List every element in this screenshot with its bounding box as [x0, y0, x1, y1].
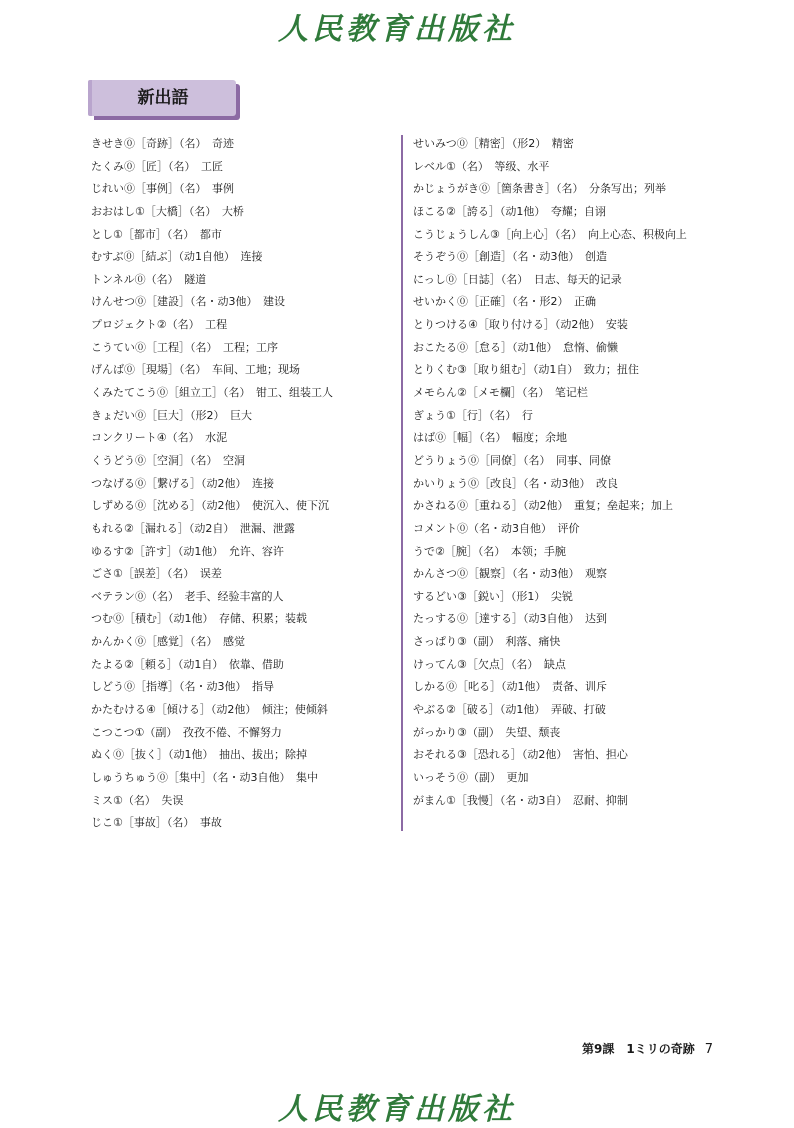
vocab-entry: レベル①（名） 等级、水平 — [413, 159, 550, 173]
publisher-logo-bottom: 人民教育出版社 — [278, 1092, 516, 1127]
vocab-entry: ほこる②［誇る］（动1他） 夸耀；自诩 — [413, 204, 606, 218]
vocab-entry: かんさつ⓪［観察］（名・动3他） 观察 — [413, 567, 607, 581]
vocab-entry: じこ①［事故］（名） 事故 — [91, 816, 222, 830]
vocab-entry: つむ⓪［積む］（动1他） 存储、积累；装载 — [91, 612, 307, 626]
vocab-entry: かさねる⓪［重ねる］（动2他） 重复；垒起来；加上 — [413, 499, 673, 513]
vocab-entry: ミス①（名） 失误 — [91, 793, 184, 807]
vocab-entry: しかる⓪［叱る］（动1他） 责备、训斥 — [413, 680, 607, 694]
vocab-list-right — [413, 133, 723, 812]
vocab-entry: かたむける④［傾ける］（动2他） 倾注；使倾斜 — [91, 703, 328, 717]
vocab-entry: さっぱり③（副） 利落、痛快 — [413, 635, 561, 649]
vocab-entry: かじょうがき⓪［箇条書き］（名） 分条写出；列举 — [413, 182, 666, 196]
vocab-entry: こうてい⓪［工程］（名） 工程；工序 — [91, 340, 278, 354]
vocab-entry: やぶる②［破る］（动1他） 弄破、打破 — [413, 703, 606, 717]
vocab-entry: ぬく⓪［抜く］（动1他） 抽出、拔出；除掉 — [91, 748, 307, 762]
vocab-entry: けってん③［欠点］（名） 缺点 — [413, 657, 566, 671]
vocab-entry: はば⓪［幅］（名） 幅度；余地 — [413, 431, 567, 445]
vocab-entry: がっかり③（副） 失望、颓丧 — [413, 725, 561, 739]
vocab-entry: うで②［腕］（名） 本领；手腕 — [413, 544, 566, 558]
vocab-entry: おおはし①［大橋］（名） 大桥 — [91, 204, 244, 218]
vocab-entry: とし①［都市］（名） 都市 — [91, 227, 222, 241]
vocab-entry: コメント⓪（名・动3自他） 评价 — [413, 521, 580, 535]
vocab-entry: もれる②［漏れる］（动2自） 泄漏、泄露 — [91, 521, 295, 535]
vocab-entry: トンネル⓪（名） 隧道 — [91, 272, 207, 286]
vocab-entry: おこたる⓪［怠る］（动1他） 怠惰、偷懒 — [413, 340, 618, 354]
vocab-entry: せいみつ⓪［精密］（形2） 精密 — [413, 137, 574, 150]
vocab-entry: こうじょうしん③［向上心］（名） 向上心态、积极向上 — [413, 227, 687, 241]
section-title: 新出語 — [90, 80, 236, 116]
vocab-entry: たくみ⓪［匠］（名） 工匠 — [91, 159, 223, 173]
vocab-entry: むすぶ⓪［結ぶ］（动1自他） 连接 — [91, 250, 263, 264]
vocab-entry: けんせつ⓪［建設］（名・动3他） 建设 — [91, 295, 285, 309]
vocab-entry: どうりょう⓪［同僚］（名） 同事、同僚 — [413, 453, 611, 467]
vocab-entry: プロジェクト②（名） 工程 — [91, 318, 228, 332]
vocab-list-left — [91, 133, 391, 835]
vocab-entry: コンクリート④（名） 水泥 — [91, 431, 228, 445]
vocab-entry: とりくむ③［取り組む］（动1自） 致力；扭住 — [413, 363, 639, 377]
vocab-entry: メモらん②［メモ欄］（名） 笔记栏 — [413, 386, 588, 400]
vocab-entry: しどう⓪［指導］（名・动3他） 指导 — [91, 680, 274, 694]
vocab-entry: かんかく⓪［感覚］（名） 感觉 — [91, 635, 245, 649]
vocab-entry: きょだい⓪［巨大］（形2） 巨大 — [91, 408, 252, 422]
publisher-logo-top: 人民教育出版社 — [278, 12, 516, 47]
vocab-entry: くみたてこう⓪［組立工］（名） 钳工、组装工人 — [91, 386, 333, 400]
vocab-entry: おそれる③［恐れる］（动2他） 害怕、担心 — [413, 748, 628, 762]
vocab-entry: たっする⓪［達する］（动3自他） 达到 — [413, 612, 607, 626]
vocab-entry: するどい③［鋭い］（形1） 尖锐 — [413, 589, 573, 603]
vocab-entry: とりつける④［取り付ける］（动2他） 安装 — [413, 318, 628, 332]
column-divider — [401, 135, 403, 831]
vocab-entry: たよる②［頼る］（动1自） 依靠、借助 — [91, 657, 284, 671]
vocab-entry: ごさ①［誤差］（名） 误差 — [91, 567, 222, 581]
vocab-entry: つなげる⓪［繋げる］（动2他） 连接 — [91, 476, 274, 490]
vocab-entry: そうぞう⓪［創造］（名・动3他） 创造 — [413, 250, 607, 264]
vocab-entry: くうどう⓪［空洞］（名） 空洞 — [91, 453, 245, 467]
page-number: 7 — [704, 1042, 713, 1057]
vocab-entry: ぎょう①［行］（名） 行 — [413, 408, 533, 422]
vocab-entry: にっし⓪［日誌］（名） 日志、每天的记录 — [413, 272, 622, 286]
vocab-entry: かいりょう⓪［改良］（名・动3他） 改良 — [413, 476, 618, 490]
vocab-entry: いっそう⓪（副） 更加 — [413, 770, 529, 784]
lesson-title: 第9課 1ミリの奇跡 — [582, 1042, 695, 1056]
vocab-entry: がまん①［我慢］（名・动3自） 忍耐、抑制 — [413, 793, 628, 807]
vocab-entry: しずめる⓪［沈める］（动2他） 使沉入、使下沉 — [91, 499, 329, 513]
vocab-entry: しゅうちゅう⓪［集中］（名・动3自他） 集中 — [91, 770, 318, 784]
vocab-entry: こつこつ①（副） 孜孜不倦、不懈努力 — [91, 725, 282, 739]
vocab-entry: ベテラン⓪（名） 老手、经验丰富的人 — [91, 589, 284, 603]
vocab-entry: せいかく⓪［正確］（名・形2） 正确 — [413, 295, 596, 309]
vocab-entry: じれい⓪［事例］（名） 事例 — [91, 182, 234, 196]
vocab-entry: げんば⓪［現場］（名） 车间、工地；现场 — [91, 363, 300, 377]
vocab-entry: ゆるす②［許す］（动1他） 允许、容许 — [91, 544, 284, 558]
vocab-entry: きせき⓪［奇跡］（名） 奇迹 — [91, 137, 234, 150]
page-footer — [0, 1040, 713, 1057]
